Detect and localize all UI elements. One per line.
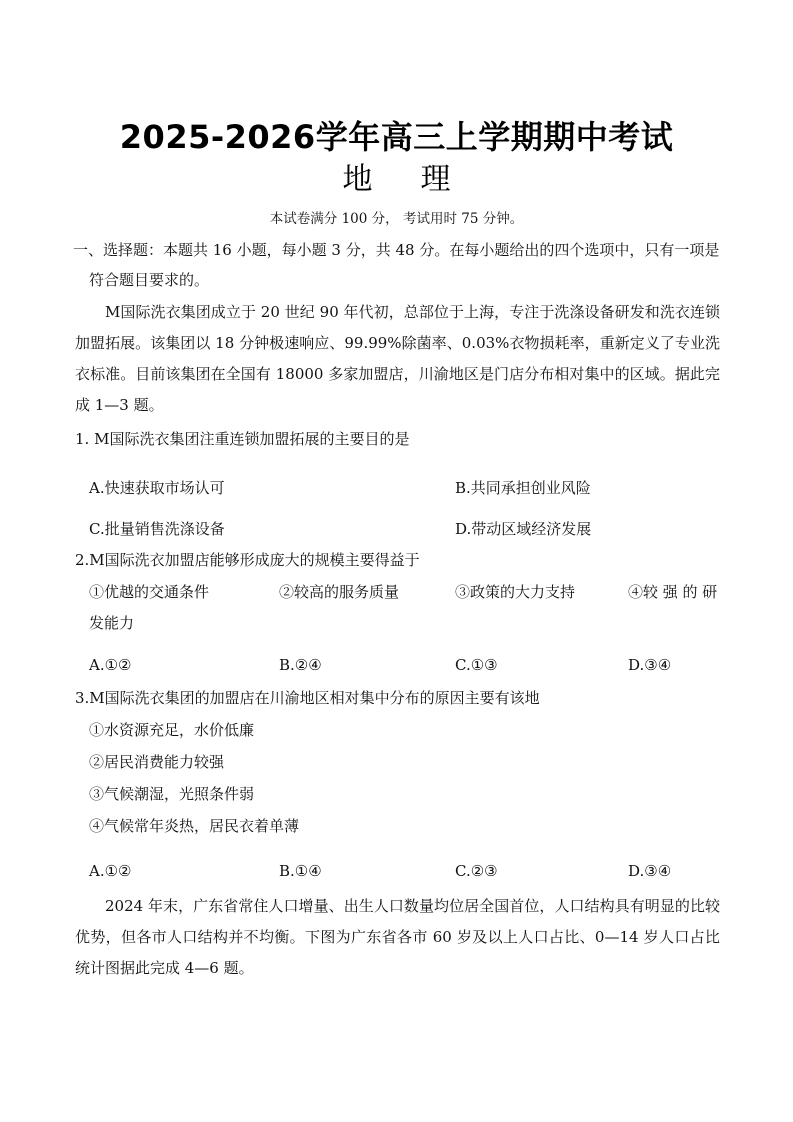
question-1-option-a: A.快速获取市场认可	[89, 479, 225, 497]
passage-2: 2024 年末，广东省常住人口增量、出生人口数量均位居全国首位，人口结构具有明显的比较优势，但各市人口结构并不均衡。下图为广东省各市 60 岁及以上人口占比、0—14 岁人口占比统计图据此完成 4—6 题。	[75, 897, 720, 977]
question-3-item-1: ①水资源充足，水价低廉	[89, 721, 255, 739]
question-3-item-3: ③气候潮湿，光照条件弱	[89, 785, 255, 803]
section-heading-line1: 一、选择题：本题共 16 小题，每小题 3 分，共 48 分。在每小题给出的四个选项中，只有一项是	[73, 241, 720, 259]
question-2-item-4: ④较 强 的 研	[628, 583, 718, 601]
question-3-option-b: B.①④	[279, 862, 322, 880]
question-3-item-2: ②居民消费能力较强	[89, 753, 225, 771]
question-3-option-c: C.②③	[455, 862, 498, 880]
passage-1: M国际洗衣集团成立于 20 世纪 90 年代初，总部位于上海，专注于洗涤设备研发和洗衣连锁加盟拓展。该集团以 18 分钟极速响应、99.99%除菌率、0.03%衣物损耗率，重新定义了专业洗衣标准。目前该集团在全国有 18000 多家加盟店，川渝地区是门店分布相对集中的区域。据此完成 1—3 题。	[75, 303, 720, 414]
question-2-item-1: ①优越的交通条件	[89, 583, 210, 601]
question-3-stem: 3.M国际洗衣集团的加盟店在川渝地区相对集中分布的原因主要有该地	[75, 689, 540, 707]
question-2-item-2: ②较高的服务质量	[279, 583, 400, 601]
question-2-option-c: C.①③	[455, 656, 498, 674]
subject-title: 地理	[342, 162, 499, 197]
question-1-option-b: B.共同承担创业风险	[455, 479, 591, 497]
question-2-option-b: B.②④	[279, 656, 322, 674]
question-2-option-a: A.①②	[89, 656, 132, 674]
section-heading-line2: 符合题目要求的。	[89, 271, 210, 289]
exam-meta: 本试卷满分 100 分， 考试用时 75 分钟。	[269, 211, 524, 227]
question-2-item-4-cont: 发能力	[89, 614, 135, 632]
question-1-option-d: D.带动区域经济发展	[455, 520, 592, 538]
question-1-option-c: C.批量销售洗涤设备	[89, 520, 225, 538]
question-1-stem: 1. M国际洗衣集团注重连锁加盟拓展的主要目的是	[75, 430, 410, 448]
exam-title: 2025-2026学年高三上学期期中考试	[119, 118, 674, 156]
question-2-item-3: ③政策的大力支持	[455, 583, 576, 601]
question-3-option-d: D.③④	[628, 862, 672, 880]
question-2-option-d: D.③④	[628, 656, 672, 674]
question-3-item-4: ④气候常年炎热，居民衣着单薄	[89, 817, 300, 835]
question-2-stem: 2.M国际洗衣加盟店能够形成庞大的规模主要得益于	[75, 551, 420, 569]
question-3-option-a: A.①②	[89, 862, 132, 880]
